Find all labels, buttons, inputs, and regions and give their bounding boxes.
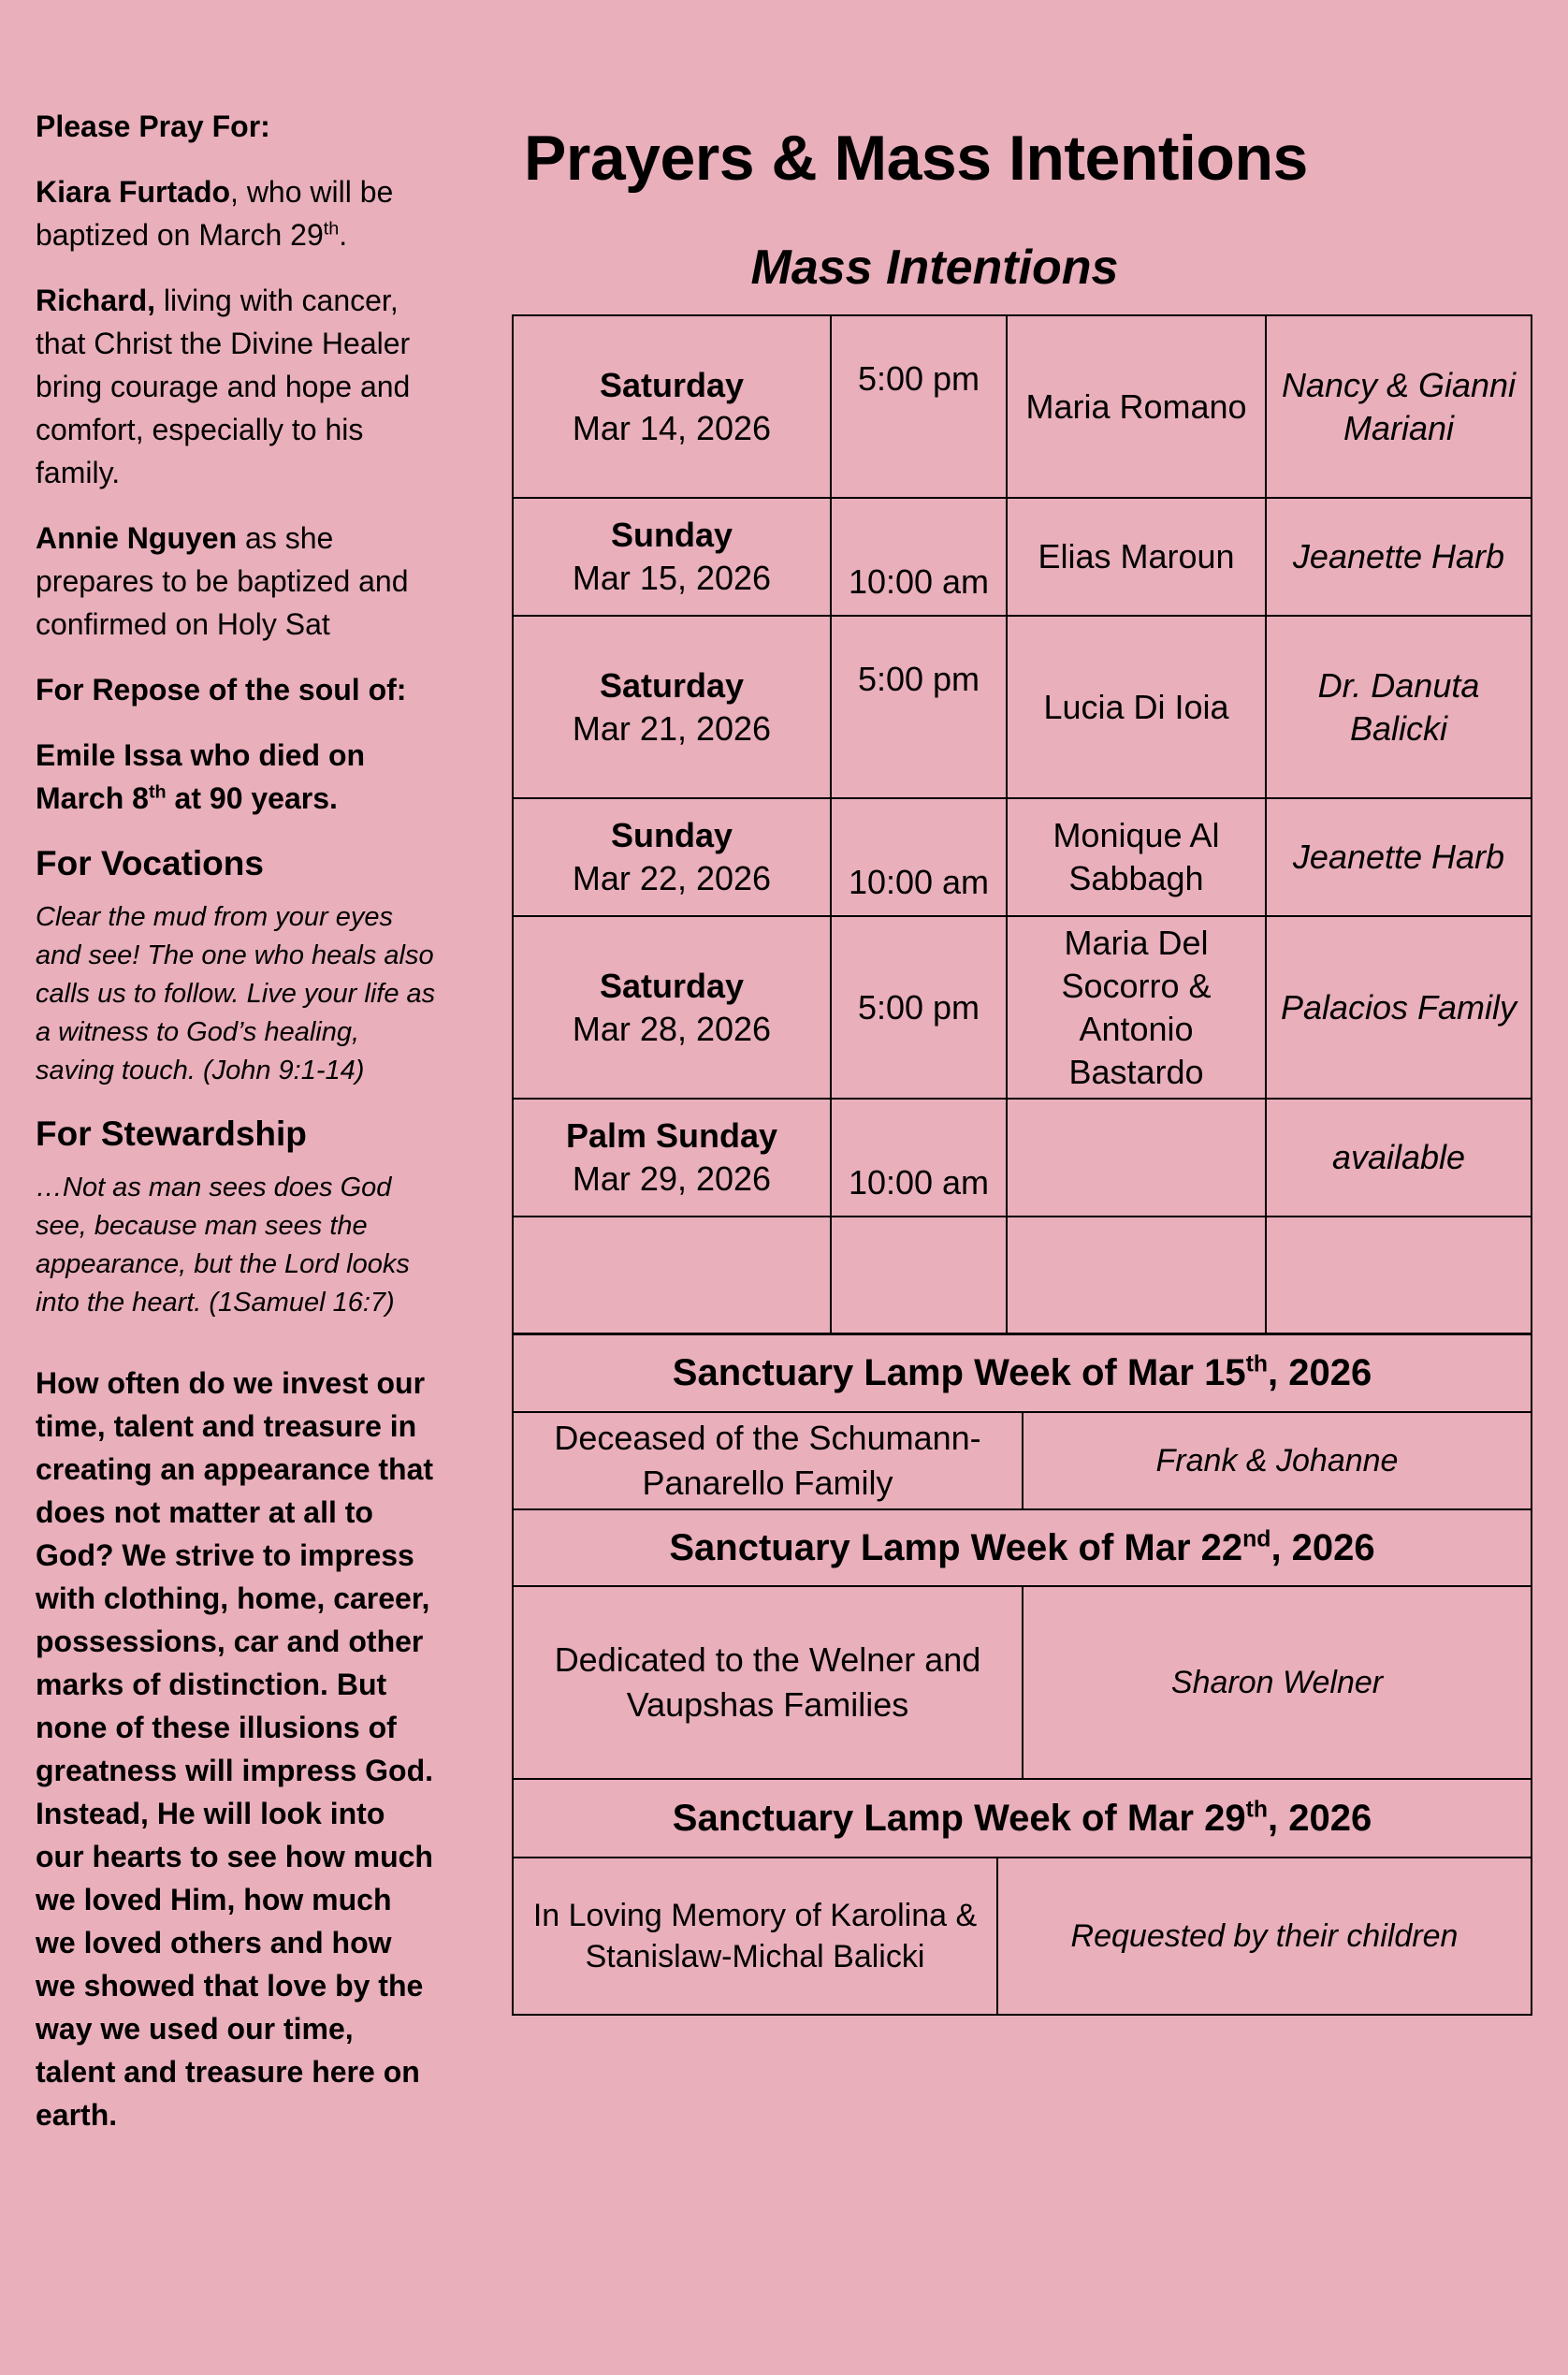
prayer-item: Richard, living with cancer, that Christ the Divine Healer bring courage and hope and comfort, especially to his family. — [36, 284, 411, 489]
table-row — [513, 1099, 1532, 1217]
sanctuary-lamp-table — [512, 1508, 1532, 1780]
mass-requested-by: Jeanette Harb — [1266, 798, 1532, 916]
pray-heading: Please Pray For: — [36, 109, 270, 143]
stewardship-quote: …Not as man sees does God see, because man sees the appearance, but the Lord looks into the heart. (1Samuel 16:7) — [36, 1173, 410, 1318]
repose-heading: For Repose of the soul of: — [36, 673, 407, 707]
mass-time: 5:00 pm — [831, 616, 1007, 798]
mass-date: Saturday Mar 28, 2026 — [513, 916, 831, 1099]
mass-requested-by: available — [1266, 1099, 1532, 1217]
table-row — [513, 315, 1532, 498]
table-row — [513, 798, 1532, 916]
table-row — [513, 498, 1532, 616]
mass-time: 10:00 am — [831, 1099, 1007, 1217]
table-row-empty — [513, 1217, 1532, 1334]
stewardship-heading: For Stewardship — [36, 1115, 307, 1153]
mass-intention: Elias Maroun — [1007, 498, 1266, 616]
mass-time: 5:00 pm — [831, 916, 1007, 1099]
mass-time: 10:00 am — [831, 498, 1007, 616]
lamp-intention: Deceased of the Schumann-Panarello Family — [513, 1412, 1023, 1509]
mass-intention — [1007, 1099, 1266, 1217]
mass-requested-by: Dr. Danuta Balicki — [1266, 616, 1532, 798]
mass-requested-by: Palacios Family — [1266, 916, 1532, 1099]
mass-intention: Lucia Di Ioia — [1007, 616, 1266, 798]
mass-date: Sunday Mar 22, 2026 — [513, 798, 831, 916]
mass-time: 10:00 am — [831, 798, 1007, 916]
mass-requested-by: Nancy & Gianni Mariani — [1266, 315, 1532, 498]
empty-cell — [1007, 1217, 1266, 1334]
prayer-column — [36, 105, 438, 2136]
mass-time: 5:00 pm — [831, 315, 1007, 498]
sanctuary-lamp-table — [512, 1778, 1532, 2016]
mass-intention: Maria Romano — [1007, 315, 1266, 498]
sanctuary-lamp-table — [512, 1333, 1532, 1510]
stewardship-text: How often do we invest our time, talent and treasure in creating an appearance that does not matter at all to God? We strive to impress with clothing, home, career, possessions, car and other marks of distinction. But none of these illusions of greatness will impress God. Instead, He will look into our hearts to see how much we loved Him, how much we loved others and how we showed that love by the way we used our time, talent and treasure here on earth. — [36, 1366, 434, 2132]
mass-intention: Maria Del Socorro & Antonio Bastardo — [1007, 916, 1266, 1099]
mass-intentions-subtitle: Mass Intentions — [750, 240, 1119, 295]
prayer-item: Kiara Furtado, who will be baptized on March 29th. — [36, 175, 394, 252]
vocations-text: Clear the mud from your eyes and see! The one who heals also calls us to follow. Live your life as a witness to God’s healing, saving touch. (John 9:1-14) — [36, 902, 436, 1086]
mass-date: Palm Sunday Mar 29, 2026 — [513, 1099, 831, 1217]
lamp-requested-by: Sharon Welner — [1023, 1586, 1532, 1779]
lamp-requested-by: Requested by their children — [997, 1858, 1532, 2015]
table-row — [513, 916, 1532, 1099]
lamp-heading: Sanctuary Lamp Week of Mar 29th, 2026 — [513, 1779, 1532, 1858]
prayer-item: Annie Nguyen as she prepares to be baptized and confirmed on Holy Sat — [36, 521, 409, 641]
vocations-heading: For Vocations — [36, 844, 264, 882]
mass-intention: Monique Al Sabbagh — [1007, 798, 1266, 916]
repose-text: Emile Issa who died on March 8th at 90 years. — [36, 738, 366, 815]
mass-date: Saturday Mar 21, 2026 — [513, 616, 831, 798]
lamp-intention: In Loving Memory of Karolina & Stanislaw-Michal Balicki — [513, 1858, 997, 2015]
page-title: Prayers & Mass Intentions — [524, 123, 1308, 194]
empty-cell — [831, 1217, 1007, 1334]
mass-requested-by: Jeanette Harb — [1266, 498, 1532, 616]
mass-intentions-table — [512, 314, 1532, 1335]
table-row — [513, 616, 1532, 798]
lamp-intention: Dedicated to the Welner and Vaupshas Families — [513, 1586, 1023, 1779]
lamp-heading: Sanctuary Lamp Week of Mar 22nd, 2026 — [513, 1509, 1532, 1586]
empty-cell — [513, 1217, 831, 1334]
mass-date: Saturday Mar 14, 2026 — [513, 315, 831, 498]
mass-date: Sunday Mar 15, 2026 — [513, 498, 831, 616]
lamp-requested-by: Frank & Johanne — [1023, 1412, 1532, 1509]
empty-cell — [1266, 1217, 1532, 1334]
lamp-heading: Sanctuary Lamp Week of Mar 15th, 2026 — [513, 1333, 1532, 1412]
